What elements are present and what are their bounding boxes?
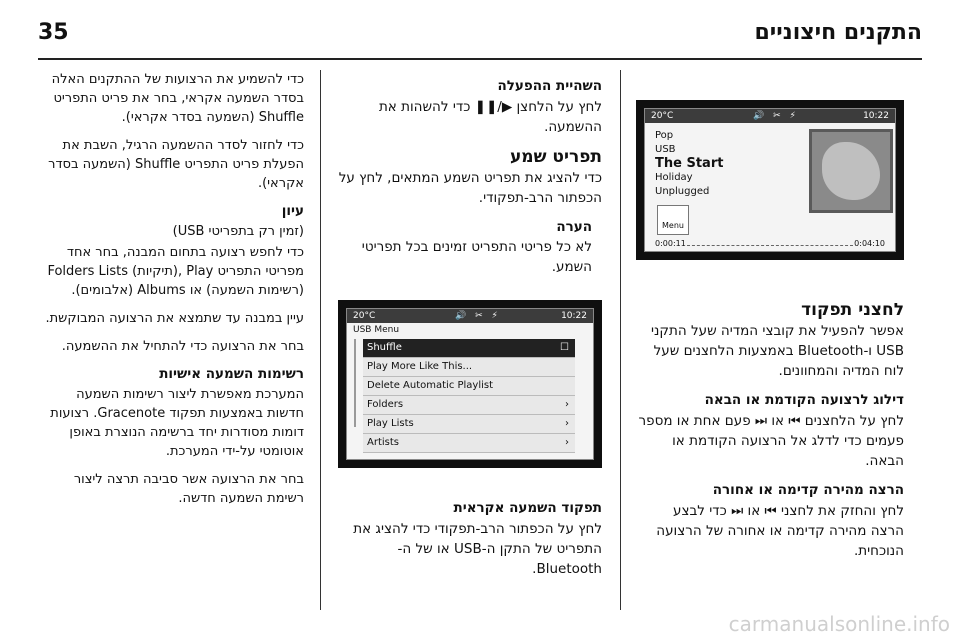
paragraph: כדי לחפש רצועה בתחום המבנה, בחר אחד מפריטי התפריט Play ,(תיקיות) Folders Lists (רשימות השמעה) או Albums (אלבומים).: [47, 245, 304, 298]
paragraph: כדי להשמיע את הרצועות של ההתקנים האלה בסדר השמעה אקראי, בחר את פריט התפריט Shuffle (השמעה בסדר אקראי).: [51, 72, 304, 125]
column-right: [636, 290, 904, 570]
status-icons: 🔊 ✂ ⚡: [455, 311, 501, 321]
usb-menu-screenshot: [338, 300, 602, 468]
menu-item: Delete Automatic Playlist: [363, 377, 575, 396]
progress-bar: 0:00:11 0:04:10: [655, 239, 885, 248]
section-heading: דילוג לרצועה הקודמת או הבאה: [704, 392, 904, 408]
checkbox-icon: ☐: [560, 342, 569, 353]
usb-menu-list: [363, 339, 575, 453]
section-heading: לחצני תפקוד: [801, 300, 904, 320]
page-title: התקנים חיצוניים: [754, 20, 922, 45]
menu-button: Menu: [657, 205, 689, 235]
menu-item: Artists ›: [363, 434, 575, 453]
menu-item: Play More Like This...: [363, 358, 575, 377]
column-divider: [620, 70, 621, 610]
chevron-right-icon: ›: [565, 437, 569, 448]
paragraph: אפשר להפעיל את קובצי המדיה שעל התקני USB ו-Bluetooth באמצעות הלחצנים שעל לוח המדיה והמחוונים.: [650, 323, 904, 379]
paragraph: לחץ והחזק את לחצני ⏮ או ⏭ כדי לבצע הרצה מהירה קדימה או אחורה של הרצועה הנוכחית.: [656, 503, 904, 559]
paragraph: המערכת מאפשרת ליצור רשימות השמעה חדשות באמצעות תפקוד Gracenote. רצועות דומות מסודרות יחד ברשימה הנוצרת באופן אוטומטי על-ידי המערכת.: [50, 387, 304, 459]
menu-item-shuffle: Shuffle ☐: [363, 339, 575, 358]
note-label: הערה: [556, 219, 592, 235]
section-heading: הרצה מהירה קדימה או אחורה: [712, 482, 904, 498]
section-heading: תפקוד השמעה אקראית: [453, 500, 602, 516]
paragraph: עיין במבנה עד שתמצא את הרצועה המבוקשת.: [45, 311, 304, 326]
paragraph: לחץ על הכפתור הרב-תפקודי כדי להציג את התפריט של התקן ה-USB או של ה-Bluetooth.: [353, 521, 602, 577]
chevron-right-icon: ›: [565, 399, 569, 410]
section-heading: רשימות השמעה אישיות: [159, 366, 304, 382]
scrollbar: [351, 339, 359, 429]
album-art: [809, 129, 893, 213]
column-left: [38, 70, 304, 517]
header-rule: [38, 58, 922, 60]
now-playing-screenshot: [636, 100, 904, 260]
column-middle-lower: [338, 492, 602, 588]
menu-item: Play Lists ›: [363, 415, 575, 434]
paragraph: כדי להציג את תפריט השמע המתאים, לחץ על הכפתור הרב-תפקודי.: [338, 170, 602, 206]
page-number: 35: [38, 20, 69, 45]
status-bar: 20°C 🔊 ✂ ⚡ 10:22: [347, 309, 593, 323]
paragraph: כדי לחזור לסדר ההשמעה הרגיל, השבת את הפעלת פריט התפריט Shuffle (השמעה בסדר אקראי).: [48, 138, 304, 191]
page-header: [38, 20, 922, 46]
source-list: Pop USB The Start Holiday Unplugged: [655, 130, 724, 197]
paragraph: בחר את הרצועה כדי להתחיל את ההשמעה.: [61, 339, 304, 354]
column-divider: [320, 70, 321, 610]
paragraph: (זמין רק בתפריטי USB): [172, 224, 304, 239]
status-icons: 🔊 ✂ ⚡: [753, 111, 799, 121]
paragraph: לחץ על הלחצנים ⏮ או ⏭ פעם אחת או מספר פעמים כדי לדלג אל הרצועה הקודמת או הבאה.: [638, 413, 904, 469]
menu-item: Folders ›: [363, 396, 575, 415]
section-heading: עיון: [281, 203, 304, 219]
status-bar: 20°C 🔊 ✂ ⚡ 10:22: [645, 109, 895, 123]
paragraph: לחץ על הלחצן ▶/❚❚ כדי להשהות את ההשמעה.: [378, 99, 602, 135]
chevron-right-icon: ›: [565, 418, 569, 429]
menu-title: USB Menu: [353, 325, 400, 335]
note-text: לא כל פריטי התפריט זמינים בכל תפריטי השמע.: [361, 239, 592, 275]
paragraph: בחר את הרצועה אשר סביבה תרצה ליצור רשימת השמעה חדשה.: [73, 472, 304, 506]
column-middle: [338, 70, 602, 286]
watermark: carmanualsonline.info: [728, 612, 950, 636]
section-heading: תפריט שמע: [509, 147, 602, 167]
section-heading: השהיית ההפעלה: [497, 78, 602, 94]
